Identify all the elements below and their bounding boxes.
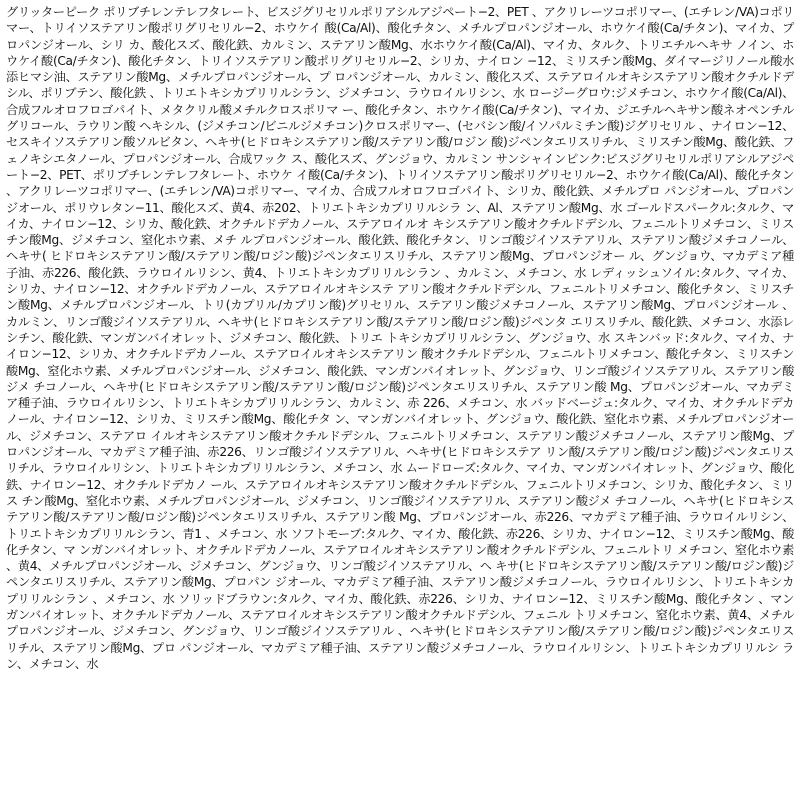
ingredients-list-text: グリッターピーク ポリブチレンテレフタレート、ビスジグリセリルポリアシルアジペート−2、PET 、アクリレーツコポリマー、(エチレン/VA)コポリマー、トリイソステアリン酸ポリグリセリル−2、ホウケイ 酸(Ca/Al)、酸化チタン、メチルプロパンジオール、ホウケイ酸(Ca/チタン)、マイカ、プロパンジオール、シリ カ、酸化スズ、酸化鉄、カルミン、ステアリン酸Mg、水ホウケイ酸(Ca/Al)、マイカ、タルク、トリエチルヘキサ ノイン、ホウケイ酸(Ca/チタン)、酸化チタン、トリイソステアリン酸ポリグリセリル−2、シリカ、ナイロン −12、ミリスチン酸Mg、ダイマージリノール酸水添ヒマシ油、ステアリン酸Mg、メチルプロパンジオール、プ ロパンジオール、カルミン、酸化スズ、ステアロイルオキシステアリン酸オクチルドデシル、ポリブテン、酸化鉄 、トリエトキシカプリリルシラン、ジメチコン、ラウロイルリシン、水 ロージーグロウ:ジメチコン、ホウケイ酸(Ca/Al)、合成フルオロフロゴパイト、メタクリル酸メチルクロスポリマ ー、酸化チタン、ホウケイ酸(Ca/チタン)、マイカ、ジエチルヘキサン酸ネオペンチルグリコール、ラウリン酸 ヘキシル、(ジメチコン/ビニルジメチコン)クロスポリマー、(セバシン酸/イソパルミチン酸)ジグリセリル 、ナイロン−12、セスキイソステアリン酸ソルビタン、ヘキサ(ヒドロキシステアリン酸/ステアリン酸/ロジン 酸)ジペンタエリスリチル、ミリスチン酸Mg、酸化鉄、フェノキシエタノール、プロパンジオール、合成ワック ス、酸化スズ、グンジョウ、カルミン サンシャインピンク:ビスジグリセリルポリアシルアジペート−2、PET、ポリブチレンテレフタレート、ホウケ イ酸(Ca/チタン)、トリイソステアリン酸ポリグリセリル−2、ホウケイ酸(Ca/Al)、酸化チタン、アクリレーツコポリマー、(エチレン/VA)コポリマー、マイカ、合成フルオロフロゴパイト、シリカ、酸化鉄、メチルプロ パンジオール、プロパンジオール、ポリウレタン−11、酸化スズ、黄4、赤202、トリエトキシカプリリルシラ ン、Al、ステアリン酸Mg、水 ゴールドスパークル:タルク、マイカ、ナイロン−12、シリカ、酸化鉄、オクチルドデカノール、ステアロイルオ キシステアリン酸オクチルドデシル、フェニルトリメチコン、ミリスチン酸Mg、ジメチコン、窒化ホウ素、メチ ルプロパンジオール、酸化鉄、酸化チタン、リンゴ酸ジイソステアリル、ステアリン酸ジメチコノール、ヘキサ( ヒドロキシステアリン酸/ステアリン酸/ロジン酸)ジペンタエリスリチル、ステアリン酸Mg、プロパンジオー ル、グンジョウ、マカデミア種子油、赤226、酸化鉄、ラウロイルリシン、黄4、トリエトキシカプリリルシラン 、カルミン、メチコン、水 レディッシュソイル:タルク、マイカ、シリカ、ナイロン−12、オクチルドデカノール、ステアロイルオキシステ アリン酸オクチルドデシル、フェニルトリメチコン、酸化チタン、ミリスチン酸Mg、メチルプロパンジオール、トリ(カプリル/カプリン酸)グリセリル、ステアリン酸ジメチコノール、ステアリン酸Mg、プロパンジオール 、カルミン、リンゴ酸ジイソステアリル、ヘキサ(ヒドロキシステアリン酸/ステアリン酸/ロジン酸)ジペンタ エリスリチル、酸化鉄、メチコン、水添レシチン、酸化鉄、マンガンバイオレット、ジメチコン、酸化鉄、トリエ トキシカプリリルシラン、グンジョウ、水 スキンバッド:タルク、マイカ、ナイロン−12、シリカ、オクチルドデカノール、ステアロイルオキシステアリン 酸オクチルドデシル、フェニルトリメチコン、酸化チタン、ミリスチン酸Mg、窒化ホウ素、メチルプロパンジオール、ジメチコン、酸化鉄、マンガンバイオレット、グンジョウ、リンゴ酸ジイソステアリル、ステアリン酸ジメ チコノール、ヘキサ(ヒドロキシステアリン酸/ステアリン酸/ロジン酸)ジペンタエリスリチル、ステアリン酸 Mg、プロパンジオール、マカデミア種子油、ラウロイルリシン、トリエトキシカプリリルシラン、カルミン、赤 226、メチコン、水 バッドベージュ:タルク、マイカ、オクチルドデカノール、ナイロン−12、シリカ、ミリスチン酸Mg、酸化チタ ン、マンガンバイオレット、グンジョウ、酸化鉄、窒化ホウ素、メチルプロパンジオール、ジメチコン、ステアロ イルオキシステアリン酸オクチルドデシル、フェニルトリメチコン、ステアリン酸ジメチコノール、ステアリン酸Mg、プロパンジオール、マカデミア種子油、赤226、リンゴ酸ジイソステアリル、ヘキサ(ヒドロキシステア リン酸/ステアリン酸/ロジン酸)ジペンタエリスリチル、ラウロイルリシン、トリエトキシカプリリルシラン、メチコン、水 ムードローズ:タルク、マイカ、マンガンバイオレット、グンジョウ、酸化鉄、ナイロン−12、オクチルドデカノ ール、ステアロイルオキシステアリン酸オクチルドデシル、フェニルトリメチコン、シリカ、酸化チタン、ミリス チン酸Mg、窒化ホウ素、メチルプロパンジオール、ジメチコン、リンゴ酸ジイソステアリル、ステアリン酸ジメ チコノール、ヘキサ(ヒドロキシステアリン酸/ステアリン酸/ロジン酸)ジペンタエリスリチル、ステアリン酸 Mg、プロパンジオール、赤226、マカデミア種子油、ラウロイルリシン、トリエトキシカプリリルシラン、青1 、メチコン、水 ソフトモーブ:タルク、マイカ、酸化鉄、赤226、シリカ、ナイロン−12、ミリスチン酸Mg、酸化チタン、マ ンガンバイオレット、オクチルドデカノール、ステアロイルオキシステアリン酸オクチルドデシル、フェニルトリ メチコン、窒化ホウ素、黄4、メチルプロパンジオール、ジメチコン、グンジョウ、リンゴ酸ジイソステアリル、ヘ キサ(ヒドロキシステアリン酸/ステアリン酸/ロジン酸)ジペンタエリスリチル、ステアリン酸Mg、プロパン ジオール、マカデミア種子油、ステアリン酸ジメチコノール、ラウロイルリシン、トリエトキシカプリリルシラン 、メチコン、水 ソリッドブラウン:タルク、マイカ、酸化鉄、赤226、シリカ、ナイロン−12、ミリスチン酸Mg、酸化チタン 、マンガンバイオレット、オクチルドデカノール、ステアロイルオキシステアリン酸オクチルドデシル、フェニル トリメチコン、窒化ホウ素、黄4、メチルプロパンジオール、ジメチコン、グンジョウ、リンゴ酸ジイソステアリル 、ヘキサ(ヒドロキシステアリン酸/ステアリン酸/ロジン酸)ジペンタエリスリチル、ステアリン酸Mg、プロ パンジオール、マカデミア種子油、ステアリン酸ジメチコノール、ラウロイルリシン、トリエトキシカプリリルシ ラン、メチコン、水 [6,5,794,671]
